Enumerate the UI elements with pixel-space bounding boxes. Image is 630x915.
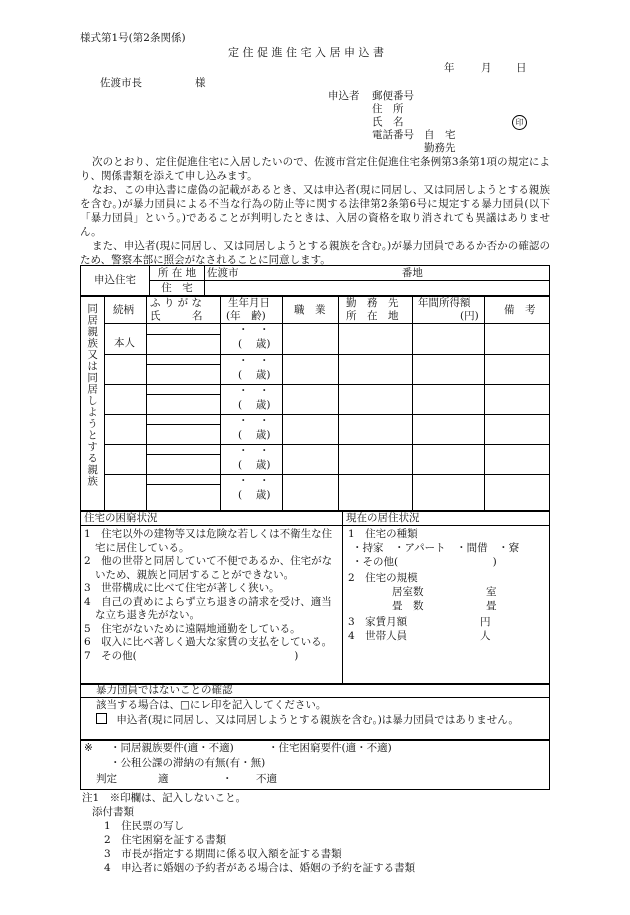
judgment-fit: 適 — [158, 773, 169, 785]
age-cell[interactable]: ( 歳) — [238, 489, 271, 501]
col-name: 氏 名 — [150, 310, 203, 322]
gang-check-row[interactable] — [96, 713, 548, 727]
family-table — [80, 296, 550, 511]
date-day: 日 — [516, 62, 527, 74]
attachments-title: 添付書類 — [92, 806, 134, 818]
current-residence-title: 現在の居住状況 — [346, 512, 420, 524]
col-birth: 生年月日 — [228, 297, 270, 309]
birth-date-cell[interactable]: ・ ・ — [238, 475, 270, 487]
age-cell[interactable]: ( 歳) — [238, 459, 271, 471]
birth-date-cell[interactable]: ・ ・ — [238, 355, 270, 367]
col-furigana: ふ り が な — [150, 297, 203, 309]
address-label: 住 所 — [372, 103, 404, 115]
rooms-unit: 室 — [486, 586, 497, 598]
banchi-label: 番地 — [401, 266, 423, 279]
applicant-label: 申込者 — [328, 90, 360, 102]
housing-type-other[interactable]: ・その他( ) — [352, 556, 497, 568]
rent-label: 3 家賃月額 — [348, 616, 408, 628]
location-field[interactable] — [205, 266, 550, 281]
birth-date-cell[interactable]: ・ ・ — [238, 445, 270, 457]
age-cell[interactable]: ( 歳) — [238, 338, 271, 350]
col-workplace: 勤 務 先 — [346, 297, 399, 309]
note-1: 注1 ※印欄は、記入しないこと。 — [82, 792, 247, 804]
housing-label: 申込住宅 — [81, 266, 150, 296]
attachment-2: 2 住宅困窮を証する書類 — [104, 834, 227, 846]
name-label: 氏 名 — [372, 116, 404, 128]
family-vertical-label: 同居親族又は同居しようとする親族 — [86, 303, 99, 487]
col-job: 職 業 — [294, 304, 326, 316]
col-income-unit: (円) — [460, 310, 479, 322]
age-cell[interactable]: ( 歳) — [238, 429, 271, 441]
seal-mark: 印 — [512, 115, 527, 130]
body-paragraph-2: なお、この申込書に虚偽の記載があるとき、又は申込者(現に同居し、又は同居しようとする親族を含む。)が暴力団員による不当な行為の防止等に関する法律第2条第6号に規定する暴力団員(以下「暴力団員」という。)であることが判明したときは、入居の資格を取り消されても異議はありません。 — [80, 184, 550, 238]
hardship-item-7[interactable]: 7 その他( ) — [84, 649, 299, 662]
birth-date-cell[interactable]: ・ ・ — [238, 324, 270, 336]
location-label: 所 在 地 — [150, 266, 205, 281]
hardship-item-4[interactable]: 4 自己の責めによらず立ち退きの請求を受け、適当な立ち退き先がない。 — [84, 595, 332, 621]
hardship-title: 住宅の困窮状況 — [84, 512, 158, 524]
tatami-unit: 畳 — [486, 600, 497, 612]
hardship-item-3[interactable]: 3 世帯構成に比べて住宅が著しく狭い。 — [84, 582, 280, 594]
gang-instruction: 該当する場合は、□にレ印を記入してください。 — [96, 699, 327, 711]
col-relation: 続柄 — [113, 304, 134, 316]
house-field[interactable] — [205, 281, 550, 296]
phone-work-label: 勤務先 — [424, 142, 456, 154]
first-relation: 本人 — [114, 337, 135, 349]
body-paragraph-1: 次のとおり、定住促進住宅に入居したいので、佐渡市営定住促進住宅条例第3条第1項の規定により、関係書類を添えて申し込みます。 — [80, 156, 550, 182]
city-label: 佐渡市 — [207, 266, 239, 279]
housing-type-label: 1 住宅の種類 — [348, 528, 418, 540]
attachment-4: 4 申込者に婚姻の予約者がある場合は、婚姻の予約を証する書類 — [104, 862, 416, 874]
housing-size-label: 2 住宅の規模 — [348, 572, 418, 584]
phone-label: 電話番号 — [372, 129, 414, 141]
age-cell[interactable]: ( 歳) — [238, 399, 271, 411]
household-unit: 人 — [480, 630, 491, 642]
attachment-1: 1 住民票の写し — [104, 820, 185, 832]
gang-title: 暴力団員ではないことの確認 — [96, 684, 233, 696]
gang-check-text: 申込者(現に同居し、又は同居しようとする親族を含む。)は暴力団員ではありません。 — [116, 714, 519, 726]
form-number: 様式第1号(第2条関係) — [80, 32, 186, 44]
office-mark: ※ — [84, 742, 93, 754]
col-remarks: 備 考 — [504, 304, 536, 316]
house-label: 住 宅 — [150, 281, 205, 296]
col-age: (年 齢) — [226, 310, 266, 322]
phone-home-label: 自 宅 — [424, 129, 456, 141]
date-month: 月 — [481, 62, 492, 74]
rent-unit: 円 — [480, 616, 491, 628]
rooms-label: 居室数 — [392, 586, 424, 598]
col-income: 年間所得額 — [418, 297, 471, 309]
form-title: 定 住 促 進 住 宅 入 居 申 込 書 — [228, 46, 384, 59]
attachment-3: 3 市長が指定する期間に係る収入額を証する書類 — [104, 848, 342, 860]
addressee: 佐渡市長 — [100, 77, 142, 89]
gang-checkbox[interactable] — [96, 713, 107, 724]
date-year: 年 — [444, 62, 455, 74]
judgment-unfit: 不適 — [256, 773, 277, 785]
age-cell[interactable]: ( 歳) — [238, 369, 271, 381]
addressee-suffix: 様 — [195, 77, 206, 89]
hardship-requirement: ・住宅困窮要件(適・不適) — [268, 742, 392, 754]
body-paragraph-3: また、申込者(現に同居し、又は同居しようとする親族を含む。)が暴力団員であるか否かの確認のため、警察本部に照会がなされることに同意します。 — [80, 240, 550, 266]
hardship-item-2[interactable]: 2 他の世帯と同居していて不便であるか、住宅がないため、親族と同居することができない。 — [84, 555, 333, 581]
family-requirement: ・同居親族要件(適・不適) — [110, 742, 234, 754]
household-label: 4 世帯人員 — [348, 630, 408, 642]
hardship-item-1[interactable]: 1 住宅以外の建物等又は危険な若しくは不衛生な住宅に居住している。 — [84, 528, 333, 554]
col-workplace-address: 所 在 地 — [346, 310, 399, 322]
tax-arrears: ・公租公課の滞納の有無(有・無) — [110, 757, 266, 769]
housing-type-options[interactable]: ・持家 ・アパート ・間借 ・寮 — [352, 542, 520, 554]
birth-date-cell[interactable]: ・ ・ — [238, 385, 270, 397]
judgment-label: 判定 — [96, 773, 117, 785]
judgment-dot: ・ — [222, 773, 233, 785]
hardship-list — [84, 528, 338, 663]
hardship-item-5[interactable]: 5 住宅がないために遠隔地通勤をしている。 — [84, 622, 301, 635]
postal-code-label: 郵便番号 — [372, 90, 414, 102]
housing-table — [80, 265, 550, 296]
hardship-item-6[interactable]: 6 収入に比べ著しく過大な家賃の支払をしている。 — [84, 636, 333, 648]
tatami-label: 畳 数 — [392, 600, 424, 612]
birth-date-cell[interactable]: ・ ・ — [238, 415, 270, 427]
